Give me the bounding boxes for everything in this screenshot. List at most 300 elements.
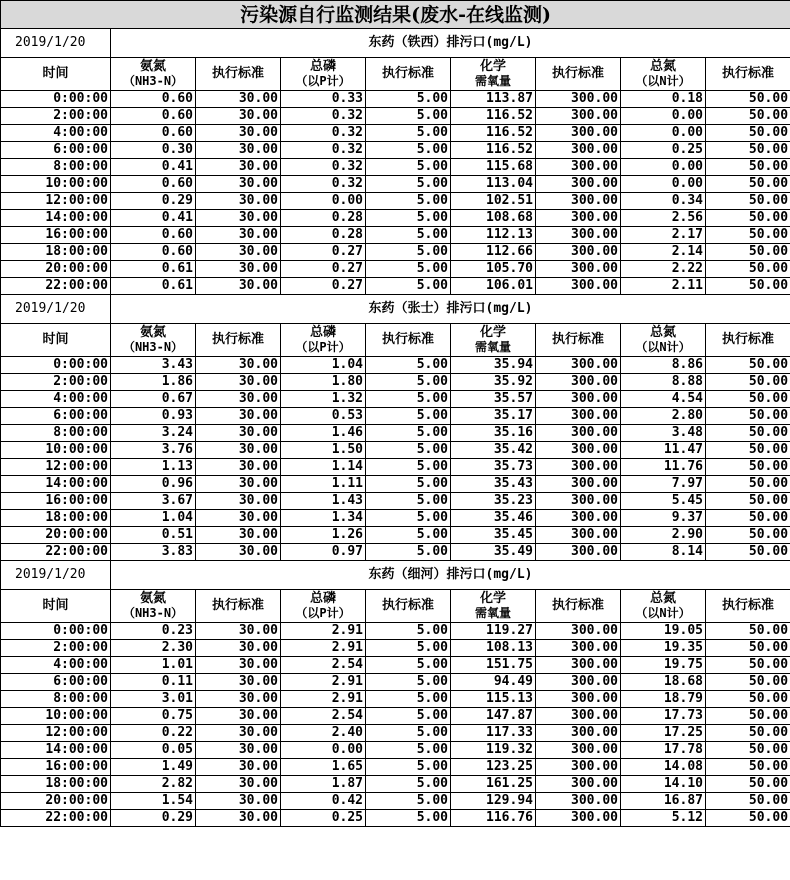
cell-total-phosphorus: 0.53 xyxy=(281,408,366,425)
cell-cod-standard: 300.00 xyxy=(536,725,621,742)
cell-ammonia: 0.29 xyxy=(111,810,196,827)
cell-ammonia: 1.13 xyxy=(111,459,196,476)
cell-ammonia-standard: 30.00 xyxy=(196,193,281,210)
cell-cod-standard: 300.00 xyxy=(536,244,621,261)
cell-phosphorus-standard: 5.00 xyxy=(366,691,451,708)
cell-time: 10:00:00 xyxy=(1,442,111,459)
header-standard xyxy=(536,590,621,623)
cell-ammonia: 0.30 xyxy=(111,142,196,159)
section-header-row xyxy=(1,29,790,58)
header-label: 氨氮 xyxy=(139,590,166,606)
cell-total-nitrogen: 4.54 xyxy=(621,391,706,408)
cell-cod-standard: 300.00 xyxy=(536,442,621,459)
cell-phosphorus-standard: 5.00 xyxy=(366,357,451,374)
cell-cod: 161.25 xyxy=(451,776,536,793)
cell-total-phosphorus: 0.97 xyxy=(281,544,366,561)
cell-time: 22:00:00 xyxy=(1,278,111,295)
cell-total-nitrogen: 2.90 xyxy=(621,527,706,544)
table-row xyxy=(1,125,790,142)
cell-ammonia: 0.41 xyxy=(111,210,196,227)
cell-ammonia-standard: 30.00 xyxy=(196,244,281,261)
cell-nitrogen-standard: 50.00 xyxy=(706,261,790,278)
cell-ammonia: 0.22 xyxy=(111,725,196,742)
cell-nitrogen-standard: 50.00 xyxy=(706,759,790,776)
cell-total-phosphorus: 0.42 xyxy=(281,793,366,810)
header-label: （以N计） xyxy=(635,339,691,354)
header-label: （以N计） xyxy=(635,605,691,620)
cell-total-nitrogen: 3.48 xyxy=(621,425,706,442)
cell-cod: 151.75 xyxy=(451,657,536,674)
cell-ammonia: 0.93 xyxy=(111,408,196,425)
header-standard xyxy=(536,324,621,357)
cell-cod-standard: 300.00 xyxy=(536,476,621,493)
outlet-name: 东药（张士）排污口(mg/L) xyxy=(111,295,790,324)
cell-total-phosphorus: 1.34 xyxy=(281,510,366,527)
cell-total-phosphorus: 0.32 xyxy=(281,125,366,142)
cell-time: 4:00:00 xyxy=(1,657,111,674)
cell-total-nitrogen: 8.86 xyxy=(621,357,706,374)
cell-total-nitrogen: 5.45 xyxy=(621,493,706,510)
cell-total-phosphorus: 1.32 xyxy=(281,391,366,408)
cell-time: 0:00:00 xyxy=(1,357,111,374)
cell-total-nitrogen: 0.25 xyxy=(621,142,706,159)
cell-cod: 119.32 xyxy=(451,742,536,759)
cell-nitrogen-standard: 50.00 xyxy=(706,527,790,544)
cell-phosphorus-standard: 5.00 xyxy=(366,657,451,674)
cell-ammonia: 2.82 xyxy=(111,776,196,793)
cell-nitrogen-standard: 50.00 xyxy=(706,374,790,391)
cell-cod-standard: 300.00 xyxy=(536,742,621,759)
cell-phosphorus-standard: 5.00 xyxy=(366,125,451,142)
cell-time: 20:00:00 xyxy=(1,527,111,544)
cell-total-phosphorus: 1.65 xyxy=(281,759,366,776)
cell-total-phosphorus: 0.28 xyxy=(281,210,366,227)
cell-nitrogen-standard: 50.00 xyxy=(706,442,790,459)
table-row xyxy=(1,176,790,193)
cell-total-nitrogen: 7.97 xyxy=(621,476,706,493)
cell-cod: 35.23 xyxy=(451,493,536,510)
table-row xyxy=(1,374,790,391)
header-ammonia xyxy=(111,324,196,357)
page-title: 污染源自行监测结果(废水-在线监测) xyxy=(1,1,790,29)
cell-total-phosphorus: 1.26 xyxy=(281,527,366,544)
header-label: （以P计） xyxy=(295,605,351,620)
header-standard xyxy=(196,58,281,91)
cell-cod-standard: 300.00 xyxy=(536,176,621,193)
table-row xyxy=(1,210,790,227)
table-row xyxy=(1,108,790,125)
cell-cod: 35.43 xyxy=(451,476,536,493)
cell-total-phosphorus: 1.80 xyxy=(281,374,366,391)
cell-nitrogen-standard: 50.00 xyxy=(706,725,790,742)
outlet-name: 东药（铁西）排污口(mg/L) xyxy=(111,29,790,58)
cell-ammonia-standard: 30.00 xyxy=(196,657,281,674)
cell-nitrogen-standard: 50.00 xyxy=(706,408,790,425)
cell-ammonia-standard: 30.00 xyxy=(196,810,281,827)
cell-cod-standard: 300.00 xyxy=(536,278,621,295)
cell-phosphorus-standard: 5.00 xyxy=(366,142,451,159)
cell-total-nitrogen: 17.25 xyxy=(621,725,706,742)
cell-total-phosphorus: 0.32 xyxy=(281,176,366,193)
cell-total-phosphorus: 2.91 xyxy=(281,640,366,657)
cell-total-phosphorus: 1.87 xyxy=(281,776,366,793)
cell-cod: 35.57 xyxy=(451,391,536,408)
header-ammonia xyxy=(111,590,196,623)
cell-total-nitrogen: 5.12 xyxy=(621,810,706,827)
column-header-row xyxy=(1,324,790,357)
cell-ammonia-standard: 30.00 xyxy=(196,776,281,793)
table-row xyxy=(1,91,790,108)
cell-ammonia-standard: 30.00 xyxy=(196,623,281,640)
cell-cod: 105.70 xyxy=(451,261,536,278)
cell-cod: 102.51 xyxy=(451,193,536,210)
header-label: 执行标准 xyxy=(211,598,264,613)
header-total-nitrogen xyxy=(621,324,706,357)
cell-ammonia-standard: 30.00 xyxy=(196,159,281,176)
cell-time: 4:00:00 xyxy=(1,391,111,408)
header-label: 执行标准 xyxy=(722,598,775,613)
cell-total-nitrogen: 0.18 xyxy=(621,91,706,108)
cell-time: 6:00:00 xyxy=(1,674,111,691)
table-row xyxy=(1,691,790,708)
table-row xyxy=(1,159,790,176)
table-row xyxy=(1,425,790,442)
cell-total-nitrogen: 2.17 xyxy=(621,227,706,244)
cell-ammonia-standard: 30.00 xyxy=(196,357,281,374)
cell-cod-standard: 300.00 xyxy=(536,159,621,176)
cell-total-phosphorus: 0.25 xyxy=(281,810,366,827)
cell-ammonia: 0.05 xyxy=(111,742,196,759)
cell-phosphorus-standard: 5.00 xyxy=(366,159,451,176)
table-row xyxy=(1,244,790,261)
cell-cod: 35.73 xyxy=(451,459,536,476)
header-label: 总磷 xyxy=(309,324,336,340)
cell-nitrogen-standard: 50.00 xyxy=(706,227,790,244)
cell-ammonia-standard: 30.00 xyxy=(196,125,281,142)
cell-cod: 116.52 xyxy=(451,125,536,142)
cell-cod: 119.27 xyxy=(451,623,536,640)
cell-ammonia: 0.61 xyxy=(111,278,196,295)
cell-nitrogen-standard: 50.00 xyxy=(706,708,790,725)
cell-time: 20:00:00 xyxy=(1,793,111,810)
cell-cod-standard: 300.00 xyxy=(536,623,621,640)
cell-phosphorus-standard: 5.00 xyxy=(366,793,451,810)
header-label: （以N计） xyxy=(635,73,691,88)
cell-phosphorus-standard: 5.00 xyxy=(366,674,451,691)
cell-cod: 94.49 xyxy=(451,674,536,691)
cell-cod: 116.76 xyxy=(451,810,536,827)
cell-cod-standard: 300.00 xyxy=(536,708,621,725)
cell-ammonia-standard: 30.00 xyxy=(196,278,281,295)
cell-total-nitrogen: 0.00 xyxy=(621,125,706,142)
cell-nitrogen-standard: 50.00 xyxy=(706,657,790,674)
cell-total-nitrogen: 16.87 xyxy=(621,793,706,810)
cell-total-nitrogen: 0.34 xyxy=(621,193,706,210)
cell-ammonia-standard: 30.00 xyxy=(196,425,281,442)
cell-cod: 113.04 xyxy=(451,176,536,193)
cell-nitrogen-standard: 50.00 xyxy=(706,810,790,827)
cell-total-phosphorus: 1.11 xyxy=(281,476,366,493)
header-label: 时间 xyxy=(42,332,69,347)
header-time xyxy=(1,324,111,357)
cell-cod: 35.49 xyxy=(451,544,536,561)
cell-nitrogen-standard: 50.00 xyxy=(706,142,790,159)
header-total-nitrogen xyxy=(621,58,706,91)
header-label: 执行标准 xyxy=(211,66,264,81)
cell-time: 14:00:00 xyxy=(1,210,111,227)
cell-ammonia: 1.01 xyxy=(111,657,196,674)
table-row xyxy=(1,759,790,776)
cell-cod-standard: 300.00 xyxy=(536,657,621,674)
cell-nitrogen-standard: 50.00 xyxy=(706,391,790,408)
cell-phosphorus-standard: 5.00 xyxy=(366,244,451,261)
cell-ammonia-standard: 30.00 xyxy=(196,108,281,125)
title-row xyxy=(1,1,790,29)
cell-time: 14:00:00 xyxy=(1,476,111,493)
cell-cod: 115.13 xyxy=(451,691,536,708)
cell-cod: 147.87 xyxy=(451,708,536,725)
cell-ammonia-standard: 30.00 xyxy=(196,691,281,708)
cell-nitrogen-standard: 50.00 xyxy=(706,742,790,759)
table-row xyxy=(1,408,790,425)
cell-total-phosphorus: 1.04 xyxy=(281,357,366,374)
cell-ammonia-standard: 30.00 xyxy=(196,493,281,510)
header-label: 总氮 xyxy=(649,590,676,606)
cell-cod: 123.25 xyxy=(451,759,536,776)
header-label: 执行标准 xyxy=(722,332,775,347)
cell-nitrogen-standard: 50.00 xyxy=(706,640,790,657)
cell-phosphorus-standard: 5.00 xyxy=(366,442,451,459)
table-row xyxy=(1,674,790,691)
cell-total-nitrogen: 17.73 xyxy=(621,708,706,725)
cell-total-phosphorus: 0.27 xyxy=(281,261,366,278)
table-row xyxy=(1,278,790,295)
cell-cod-standard: 300.00 xyxy=(536,108,621,125)
table-row xyxy=(1,640,790,657)
cell-ammonia-standard: 30.00 xyxy=(196,708,281,725)
header-standard xyxy=(706,590,790,623)
cell-phosphorus-standard: 5.00 xyxy=(366,725,451,742)
cell-total-phosphorus: 0.32 xyxy=(281,142,366,159)
header-label: 执行标准 xyxy=(551,332,604,347)
cell-time: 2:00:00 xyxy=(1,640,111,657)
cell-nitrogen-standard: 50.00 xyxy=(706,210,790,227)
cell-time: 20:00:00 xyxy=(1,261,111,278)
header-standard xyxy=(196,324,281,357)
cell-time: 2:00:00 xyxy=(1,108,111,125)
header-label: 执行标准 xyxy=(722,66,775,81)
cell-cod: 116.52 xyxy=(451,142,536,159)
cell-ammonia: 3.76 xyxy=(111,442,196,459)
cell-total-nitrogen: 8.14 xyxy=(621,544,706,561)
cell-total-phosphorus: 2.91 xyxy=(281,691,366,708)
cell-phosphorus-standard: 5.00 xyxy=(366,742,451,759)
cell-phosphorus-standard: 5.00 xyxy=(366,425,451,442)
cell-cod: 115.68 xyxy=(451,159,536,176)
cell-ammonia-standard: 30.00 xyxy=(196,476,281,493)
cell-total-nitrogen: 2.56 xyxy=(621,210,706,227)
cell-ammonia-standard: 30.00 xyxy=(196,227,281,244)
cell-time: 18:00:00 xyxy=(1,776,111,793)
cell-cod: 35.17 xyxy=(451,408,536,425)
cell-phosphorus-standard: 5.00 xyxy=(366,91,451,108)
header-total-phosphorus xyxy=(281,58,366,91)
cell-time: 18:00:00 xyxy=(1,244,111,261)
column-header-row xyxy=(1,590,790,623)
cell-ammonia-standard: 30.00 xyxy=(196,142,281,159)
cell-ammonia: 0.60 xyxy=(111,176,196,193)
header-time xyxy=(1,58,111,91)
cell-nitrogen-standard: 50.00 xyxy=(706,510,790,527)
table-row xyxy=(1,510,790,527)
cell-total-phosphorus: 2.54 xyxy=(281,657,366,674)
cell-phosphorus-standard: 5.00 xyxy=(366,623,451,640)
cell-time: 16:00:00 xyxy=(1,493,111,510)
cell-time: 10:00:00 xyxy=(1,176,111,193)
cell-cod-standard: 300.00 xyxy=(536,640,621,657)
cell-total-nitrogen: 19.05 xyxy=(621,623,706,640)
cell-total-phosphorus: 0.28 xyxy=(281,227,366,244)
cell-time: 10:00:00 xyxy=(1,708,111,725)
cell-total-nitrogen: 18.68 xyxy=(621,674,706,691)
cell-ammonia-standard: 30.00 xyxy=(196,391,281,408)
cell-ammonia-standard: 30.00 xyxy=(196,210,281,227)
cell-time: 2:00:00 xyxy=(1,374,111,391)
cell-nitrogen-standard: 50.00 xyxy=(706,357,790,374)
cell-cod-standard: 300.00 xyxy=(536,510,621,527)
cell-cod-standard: 300.00 xyxy=(536,91,621,108)
cell-cod: 35.92 xyxy=(451,374,536,391)
section-date: 2019/1/20 xyxy=(1,29,111,58)
cell-cod: 112.66 xyxy=(451,244,536,261)
table-row xyxy=(1,193,790,210)
cell-total-phosphorus: 2.91 xyxy=(281,623,366,640)
header-label: 执行标准 xyxy=(211,332,264,347)
cell-total-nitrogen: 2.14 xyxy=(621,244,706,261)
cell-cod-standard: 300.00 xyxy=(536,374,621,391)
cell-time: 6:00:00 xyxy=(1,408,111,425)
cell-ammonia: 0.60 xyxy=(111,227,196,244)
header-label: 执行标准 xyxy=(551,598,604,613)
cell-ammonia: 3.43 xyxy=(111,357,196,374)
cell-cod: 129.94 xyxy=(451,793,536,810)
cell-time: 8:00:00 xyxy=(1,691,111,708)
cell-ammonia: 2.30 xyxy=(111,640,196,657)
cell-nitrogen-standard: 50.00 xyxy=(706,476,790,493)
cell-cod: 35.46 xyxy=(451,510,536,527)
header-total-nitrogen xyxy=(621,590,706,623)
cell-ammonia-standard: 30.00 xyxy=(196,408,281,425)
cell-ammonia: 1.86 xyxy=(111,374,196,391)
cell-phosphorus-standard: 5.00 xyxy=(366,193,451,210)
cell-ammonia: 3.24 xyxy=(111,425,196,442)
cell-cod: 35.42 xyxy=(451,442,536,459)
header-label: 时间 xyxy=(42,598,69,613)
header-label: 氨氮 xyxy=(139,324,166,340)
cell-time: 0:00:00 xyxy=(1,91,111,108)
cell-time: 8:00:00 xyxy=(1,425,111,442)
cell-total-nitrogen: 11.76 xyxy=(621,459,706,476)
cell-time: 6:00:00 xyxy=(1,142,111,159)
cell-total-nitrogen: 0.00 xyxy=(621,108,706,125)
table-row xyxy=(1,742,790,759)
cell-phosphorus-standard: 5.00 xyxy=(366,810,451,827)
cell-cod-standard: 300.00 xyxy=(536,425,621,442)
header-label: （NH3-N） xyxy=(122,73,184,88)
header-label: 化学 xyxy=(479,58,506,74)
cell-nitrogen-standard: 50.00 xyxy=(706,623,790,640)
cell-nitrogen-standard: 50.00 xyxy=(706,493,790,510)
cell-nitrogen-standard: 50.00 xyxy=(706,125,790,142)
cell-total-phosphorus: 2.54 xyxy=(281,708,366,725)
cell-ammonia: 0.96 xyxy=(111,476,196,493)
header-label: 总磷 xyxy=(309,58,336,74)
cell-nitrogen-standard: 50.00 xyxy=(706,691,790,708)
cell-cod-standard: 300.00 xyxy=(536,142,621,159)
cell-total-phosphorus: 2.40 xyxy=(281,725,366,742)
cell-cod-standard: 300.00 xyxy=(536,493,621,510)
cell-ammonia-standard: 30.00 xyxy=(196,510,281,527)
header-label: 执行标准 xyxy=(381,66,434,81)
cell-total-phosphorus: 1.50 xyxy=(281,442,366,459)
table-row xyxy=(1,459,790,476)
cell-total-nitrogen: 18.79 xyxy=(621,691,706,708)
header-cod xyxy=(451,590,536,623)
table-row xyxy=(1,793,790,810)
cell-cod-standard: 300.00 xyxy=(536,674,621,691)
cell-cod-standard: 300.00 xyxy=(536,459,621,476)
cell-total-phosphorus: 0.32 xyxy=(281,159,366,176)
cell-phosphorus-standard: 5.00 xyxy=(366,176,451,193)
header-label: 总氮 xyxy=(649,58,676,74)
cell-cod-standard: 300.00 xyxy=(536,544,621,561)
cell-cod-standard: 300.00 xyxy=(536,261,621,278)
table-row xyxy=(1,476,790,493)
section-date: 2019/1/20 xyxy=(1,561,111,590)
table-row xyxy=(1,776,790,793)
table-row xyxy=(1,227,790,244)
table-row xyxy=(1,493,790,510)
cell-total-phosphorus: 0.33 xyxy=(281,91,366,108)
column-header-row xyxy=(1,58,790,91)
cell-cod-standard: 300.00 xyxy=(536,210,621,227)
header-label: 总磷 xyxy=(309,590,336,606)
cell-ammonia: 0.11 xyxy=(111,674,196,691)
cell-ammonia: 3.67 xyxy=(111,493,196,510)
header-standard xyxy=(366,58,451,91)
header-label: 总氮 xyxy=(649,324,676,340)
header-standard xyxy=(366,324,451,357)
cell-ammonia-standard: 30.00 xyxy=(196,793,281,810)
table-row xyxy=(1,142,790,159)
cell-cod: 35.94 xyxy=(451,357,536,374)
cell-total-phosphorus: 0.00 xyxy=(281,193,366,210)
cell-time: 22:00:00 xyxy=(1,810,111,827)
cell-total-phosphorus: 0.27 xyxy=(281,244,366,261)
table-row xyxy=(1,527,790,544)
cell-phosphorus-standard: 5.00 xyxy=(366,776,451,793)
cell-phosphorus-standard: 5.00 xyxy=(366,227,451,244)
cell-total-phosphorus: 0.27 xyxy=(281,278,366,295)
cell-ammonia: 0.51 xyxy=(111,527,196,544)
cell-nitrogen-standard: 50.00 xyxy=(706,459,790,476)
header-label: 氨氮 xyxy=(139,58,166,74)
cell-phosphorus-standard: 5.00 xyxy=(366,510,451,527)
section-header-row xyxy=(1,295,790,324)
cell-ammonia-standard: 30.00 xyxy=(196,527,281,544)
cell-ammonia: 3.83 xyxy=(111,544,196,561)
cell-time: 14:00:00 xyxy=(1,742,111,759)
